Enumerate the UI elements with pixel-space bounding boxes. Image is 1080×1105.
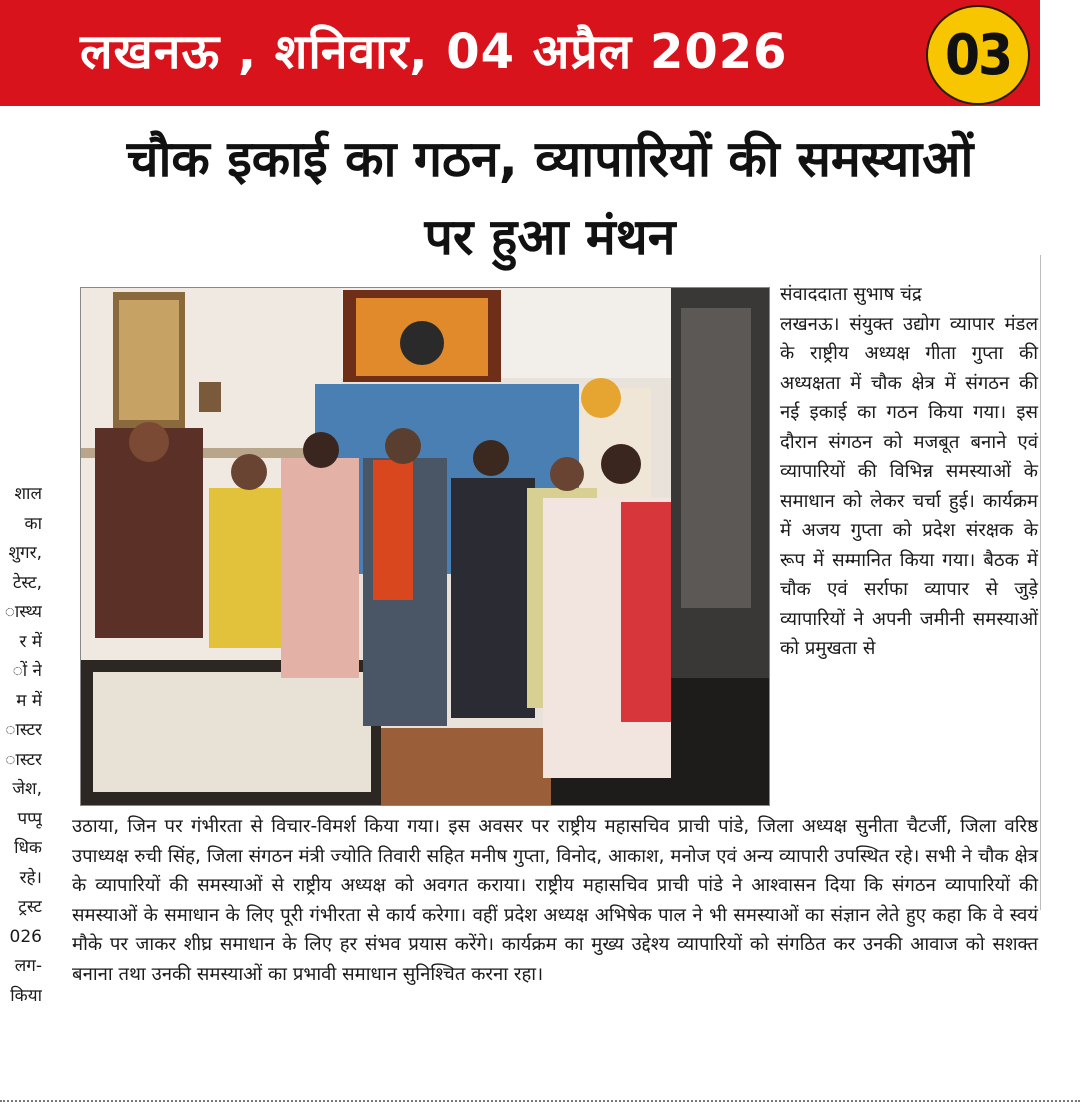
dateline: लखनऊ , शनिवार, 04 अप्रैल 2026 bbox=[80, 24, 788, 80]
adjacent-fragment: र में bbox=[19, 631, 42, 652]
article-headline bbox=[40, 120, 1060, 276]
adjacent-fragment: धिक bbox=[14, 838, 42, 858]
article-continuation bbox=[72, 812, 1038, 989]
headline-line-2: पर हुआ मंथन bbox=[424, 208, 676, 266]
column-rule bbox=[1040, 255, 1041, 910]
adjacent-fragment: ास्टर bbox=[5, 749, 42, 770]
article-column bbox=[780, 280, 1038, 664]
adjacent-fragment: शाल bbox=[14, 484, 42, 504]
page-number-badge bbox=[926, 5, 1030, 105]
page-number: 03 bbox=[944, 22, 1012, 88]
headline-line-1: चौक इकाई का गठन, व्यापारियों की समस्याओं bbox=[126, 130, 974, 188]
article-byline: संवाददाता सुभाष चंद्र bbox=[780, 284, 922, 305]
adjacent-fragment: ास्थ्य bbox=[4, 602, 42, 622]
adjacent-fragment: म में bbox=[16, 690, 42, 711]
adjacent-fragment: शुगर, bbox=[8, 543, 42, 563]
article-column-text: लखनऊ। संयुक्त उद्योग व्यापार मंडल के राष्ट्रीय अध्यक्ष गीता गुप्ता की अध्यक्षता में चौक क्षेत्र में संगठन की नई इकाई का गठन किया गया। इस दौरान संगठन को मजबूत बनाने एवं व्यापारियों की विभिन्न समस्याओं के समाधान को लेकर चर्चा हुई। कार्यक्रम में अजय गुप्ता को प्रदेश संरक्षक के रूप में सम्मानित किया गया। बैठक में चौक एवं सर्राफा व्यापार से जुड़े व्यापारियों ने अपनी जमीनी समस्याओं को प्रमुखता से bbox=[780, 313, 1038, 659]
adjacent-fragment: टेस्ट, bbox=[12, 572, 42, 593]
article-continuation-text: उठाया, जिन पर गंभीरता से विचार-विमर्श किया गया। इस अवसर पर राष्ट्रीय महासचिव प्राची पांडे, जिला अध्यक्ष सुनीता चैटर्जी, जिला वरिष्ठ उपाध्यक्ष रुची सिंह, जिला संगठन मंत्री ज्योति तिवारी सहित मनीष गुप्ता, विनोद, आकाश, मनोज एवं अन्य व्यापारी उपस्थित रहे। सभी ने चौक क्षेत्र के व्यापारियों की समस्याओं से राष्ट्रीय अध्यक्ष को अवगत कराया। राष्ट्रीय महासचिव प्राची पांडे ने आश्वासन दिया कि संगठन व्यापारियों की समस्याओं के समाधान के लिए पूरी गंभीरता से कार्य करेगा। वहीं प्रदेश अध्यक्ष अभिषेक पाल ने भी समस्याओं का संज्ञान लेते हुए कहा कि वे स्वयं मौके पर जाकर शीघ्र समाधान के लिए हर संभव प्रयास करेंगे। कार्यक्रम का मुख्य उद्देश्य व्यापारियों को संगठित कर उनकी आवाज को सशक्त बनाना तथा उनकी समस्याओं का प्रभावी समाधान सुनिश्चित करना रहा। bbox=[72, 816, 1038, 985]
adjacent-fragment: रहे। bbox=[19, 867, 42, 888]
adjacent-fragment: का bbox=[24, 513, 42, 534]
adjacent-fragment: लग- bbox=[14, 956, 42, 976]
adjacent-fragment: ास्टर bbox=[5, 720, 42, 740]
adjacent-fragment: किया bbox=[10, 985, 42, 1006]
group-photo bbox=[80, 287, 770, 806]
adjacent-fragment: ों ने bbox=[12, 661, 42, 681]
masthead-banner bbox=[0, 0, 1040, 106]
adjacent-column-fragments bbox=[0, 480, 42, 1011]
adjacent-fragment: जेश, bbox=[12, 779, 42, 799]
adjacent-fragment: 026 bbox=[9, 926, 42, 947]
adjacent-fragment: ट्रस्ट bbox=[18, 897, 42, 917]
adjacent-fragment: पप्पू bbox=[17, 808, 42, 829]
page-divider bbox=[0, 1100, 1080, 1102]
